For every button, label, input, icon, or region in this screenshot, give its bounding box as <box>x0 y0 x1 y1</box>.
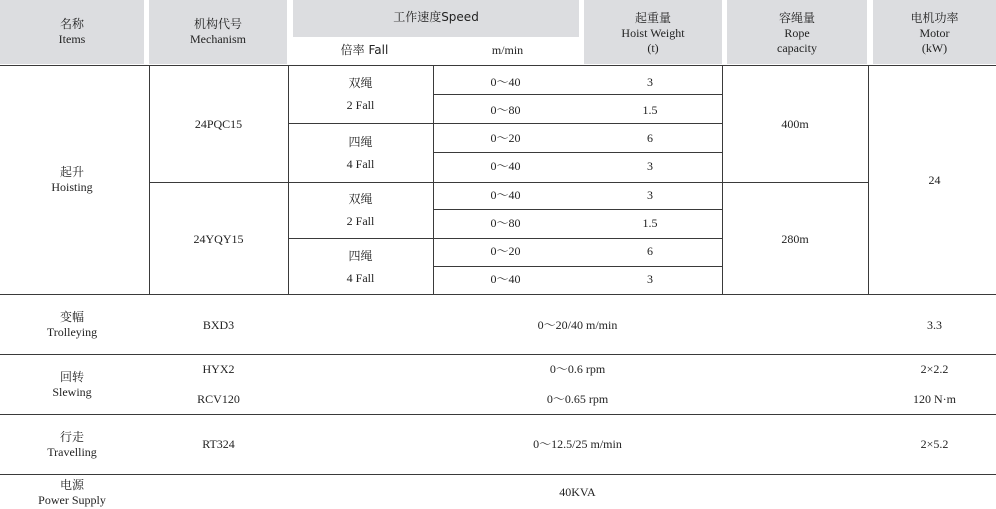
rule-h1 <box>433 94 722 95</box>
travelling-code: RT324 <box>202 437 235 451</box>
mech2-g2-r2-weight: 3 <box>647 272 653 286</box>
rule-v3 <box>433 65 434 294</box>
power-label: 电源 Power Supply <box>38 478 106 507</box>
mech2-g1-r2-weight: 1.5 <box>642 216 658 230</box>
mech2-g1-r1-weight: 3 <box>647 188 653 202</box>
power-value: 40KVA <box>559 485 596 499</box>
slewing-r1-motor: 2×2.2 <box>920 362 949 376</box>
mech1-g2-cn: 四绳 <box>348 135 373 149</box>
rule-h5 <box>433 209 722 210</box>
mech1-rope: 400m <box>781 117 809 131</box>
header-mmin: m/min <box>491 43 524 57</box>
trolleying-motor: 3.3 <box>927 318 942 332</box>
hoisting-motor: 24 <box>928 173 941 187</box>
mech2-g1-r2-speed: 0～80 <box>490 216 521 230</box>
header-items: 名称 Items <box>58 17 86 46</box>
mech2-g1-en: 2 Fall <box>346 214 375 228</box>
rule-h4 <box>149 182 868 183</box>
trolleying-label: 变幅 Trolleying <box>46 310 98 339</box>
trolleying-code: BXD3 <box>202 318 235 332</box>
header-hoist: 起重量 Hoist Weight (t) <box>621 11 685 55</box>
hoisting-label: 起升 Hoisting <box>51 165 93 194</box>
rule-after-trolleying <box>0 354 996 355</box>
mech2-g2-r1-weight: 6 <box>647 244 653 258</box>
mech2-g2-r1-speed: 0～20 <box>490 244 521 258</box>
slewing-r1-speed: 0～0.6 rpm <box>549 362 606 376</box>
slewing-r2-code: RCV120 <box>197 392 240 406</box>
mech1-g1-r1-weight: 3 <box>647 75 653 89</box>
rule-h7 <box>433 266 722 267</box>
mech2-g1-r1-speed: 0～40 <box>490 188 521 202</box>
mech1-g1-cn: 双绳 <box>348 76 373 90</box>
slewing-label: 回转 Slewing <box>52 370 92 399</box>
header-motor: 电机功率 Motor (kW) <box>910 11 959 55</box>
header-rope: 容绳量 Rope capacity <box>777 11 817 55</box>
mech1-g2-en: 4 Fall <box>346 157 375 171</box>
rule-after-slewing <box>0 414 996 415</box>
mech1-g2-r2-weight: 3 <box>647 159 653 173</box>
mech2-g2-r2-speed: 0～40 <box>490 272 521 286</box>
trolleying-speed: 0～20/40 m/min <box>537 318 618 332</box>
mech2-g2-cn: 四绳 <box>348 249 373 263</box>
mech1-g2-r1-weight: 6 <box>647 131 653 145</box>
rule-h3 <box>433 152 722 153</box>
rule-v1 <box>149 65 150 294</box>
mech1-g1-en: 2 Fall <box>346 98 375 112</box>
rule-v4 <box>722 65 723 294</box>
header-fall: 倍率 Fall <box>340 43 389 57</box>
header-mechanism: 机构代号 Mechanism <box>190 17 246 46</box>
mech1-g1-r2-weight: 1.5 <box>642 103 658 117</box>
mech1-g1-r1-speed: 0～40 <box>490 75 521 89</box>
mech2-g2-en: 4 Fall <box>346 271 375 285</box>
travelling-speed: 0～12.5/25 m/min <box>533 437 622 451</box>
rule-h2 <box>288 123 722 124</box>
slewing-r2-motor: 120 N·m <box>913 392 956 406</box>
mech1-code: 24PQC15 <box>194 117 243 131</box>
travelling-motor: 2×5.2 <box>920 437 949 451</box>
rule-after-travelling <box>0 474 996 475</box>
mech1-g2-r1-speed: 0～20 <box>490 131 521 145</box>
rule-h6 <box>288 238 722 239</box>
rule-after-hoisting <box>0 294 996 295</box>
slewing-r2-speed: 0～0.65 rpm <box>546 392 609 406</box>
mech1-g2-r2-speed: 0～40 <box>490 159 521 173</box>
rule-v5 <box>868 65 869 294</box>
mech2-g1-cn: 双绳 <box>348 192 373 206</box>
mech1-g1-r2-speed: 0～80 <box>490 103 521 117</box>
slewing-r1-code: HYX2 <box>202 362 235 376</box>
header-speed: 工作速度Speed <box>393 10 479 24</box>
mech2-code: 24YQY15 <box>193 232 244 246</box>
mech2-rope: 280m <box>781 232 809 246</box>
travelling-label: 行走 Travelling <box>47 430 97 459</box>
